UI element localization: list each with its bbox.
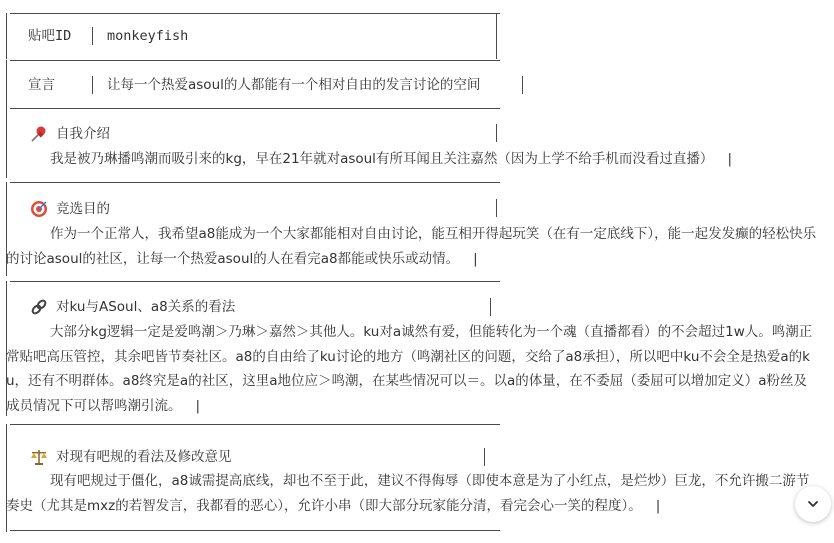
section3-heading-endbar xyxy=(490,298,491,316)
section4-heading-endbar xyxy=(484,448,485,466)
section2-bottom-border xyxy=(10,281,500,282)
section-relation-title: 对ku与ASoul、a8关系的看法 xyxy=(56,299,236,315)
section-relation-text: 大部分kg逻辑一定是爱鸣潮＞乃琳＞嘉然＞其他人。ku对a诚然有爱，但能转化为一个魂（直播都看）的不会超过1w人。鸣潮正常贴吧高压管控，其余吧皆节奏社区。a8的自由给了ku讨论的地方（鸣潮社区的问题，交给了a8承担），所以吧中ku不会全是热爱a的ku，还有不明群体。a8终究是a的社区，这里a地位应＞鸣潮，在某些情况可以＝。以a的体量，在不委屈（委屈可以增加定义）a粉丝及成员情况下可以帮鸣潮引流。 xyxy=(6,324,813,414)
section-rules-body: 现有吧规过于僵化，a8诚需提高底线，却也不至于此，建议不得侮辱（即使本意是为了小红点，是烂炒）巨龙，不允许搬二游节奏史（尤其是mxz的若智发言，我都看的恶心），允许小串（即大部分玩家能分清，看完会心一笑的程度）。 | xyxy=(6,473,810,514)
target-icon xyxy=(30,200,48,218)
scroll-to-bottom-button[interactable] xyxy=(795,486,831,522)
section-intro-heading xyxy=(30,124,110,144)
chevron-down-icon xyxy=(806,497,820,511)
section4-bottom-border xyxy=(10,530,500,531)
manifesto-bottom-border xyxy=(10,108,500,109)
section-relation-heading xyxy=(30,297,235,317)
table-mid-border xyxy=(10,60,500,61)
section3-bottom-border xyxy=(10,424,500,425)
manifesto-label: 宣言 xyxy=(28,77,55,93)
section-relation-body: 大部分kg逻辑一定是爱鸣潮＞乃琳＞嘉然＞其他人。ku对a诚然有爱，但能转化为一个魂（直播都看）的不会超过1w人。鸣潮正常贴吧高压管控，其余吧皆节奏社区。a8的自由给了ku讨论的地方（鸣潮社区的问题，交给了a8承担），所以吧中ku不会全是热爱a的ku，还有不明群体。a8终究是a的社区，这里a地位应＞鸣潮，在某些情况可以＝。以a的体量，在不委屈（委屈可以增加定义）a粉丝及成员情况下可以帮鸣潮引流。 | xyxy=(6,324,813,414)
id-value: monkeyfish xyxy=(107,28,189,44)
manifesto-divider xyxy=(92,76,93,94)
section-goal-title: 竞选目的 xyxy=(56,201,110,217)
section-intro-text: 我是被乃琳播鸣潮而吸引来的kg，早在21年就对asoul有所耳闻且关注嘉然（因为上学不给手机而没看过直播） xyxy=(50,151,714,167)
manifesto-left-border xyxy=(6,60,7,108)
section-rules-text: 现有吧规过于僵化，a8诚需提高底线，却也不至于此，建议不得侮辱（即使本意是为了小红点，是烂炒）巨龙，不允许搬二游节奏史（尤其是mxz的若智发言，我都看的恶心），允许小串（即大部分玩家能分清，看完会心一笑的程度）。 xyxy=(6,473,810,514)
section-rules-title: 对现有吧规的看法及修改意见 xyxy=(56,449,232,465)
id-label: 贴吧ID xyxy=(28,28,72,44)
link-icon xyxy=(30,298,48,316)
table-right-border xyxy=(496,13,497,59)
pushpin-icon xyxy=(30,125,48,143)
table-top-border xyxy=(10,13,500,14)
manifesto-end-bar xyxy=(522,76,523,94)
section-intro-title: 自我介绍 xyxy=(56,126,110,142)
section-rules-heading xyxy=(30,447,232,467)
manifesto-value: 让每一个热爱asoul的人都能有一个相对自由的发言讨论的空间 xyxy=(107,77,481,93)
table-left-border xyxy=(6,13,7,59)
section1-heading-endbar xyxy=(496,124,497,142)
section1-bottom-border xyxy=(10,182,500,183)
section-goal-heading xyxy=(30,199,110,219)
section2-heading-endbar xyxy=(496,199,497,217)
section-intro-body: 我是被乃琳播鸣潮而吸引来的kg，早在21年就对asoul有所耳闻且关注嘉然（因为上学不给手机而没看过直播） | xyxy=(50,151,732,167)
scales-icon xyxy=(30,448,48,466)
section-goal-text: 作为一个正常人，我希望a8能成为一个大家都能相对自由讨论，能互相开得起玩笑（在有一定底线下），能一起发发癫的轻松快乐的讨论asoul的社区，让每一个热爱asoul的人在看完a8都能或快乐或动情。 xyxy=(6,226,817,267)
id-divider xyxy=(92,27,93,45)
section-goal-body: 作为一个正常人，我希望a8能成为一个大家都能相对自由讨论，能互相开得起玩笑（在有一定底线下），能一起发发癫的轻松快乐的讨论asoul的社区，让每一个热爱asoul的人在看完a8都能或快乐或动情。 | xyxy=(6,226,817,267)
